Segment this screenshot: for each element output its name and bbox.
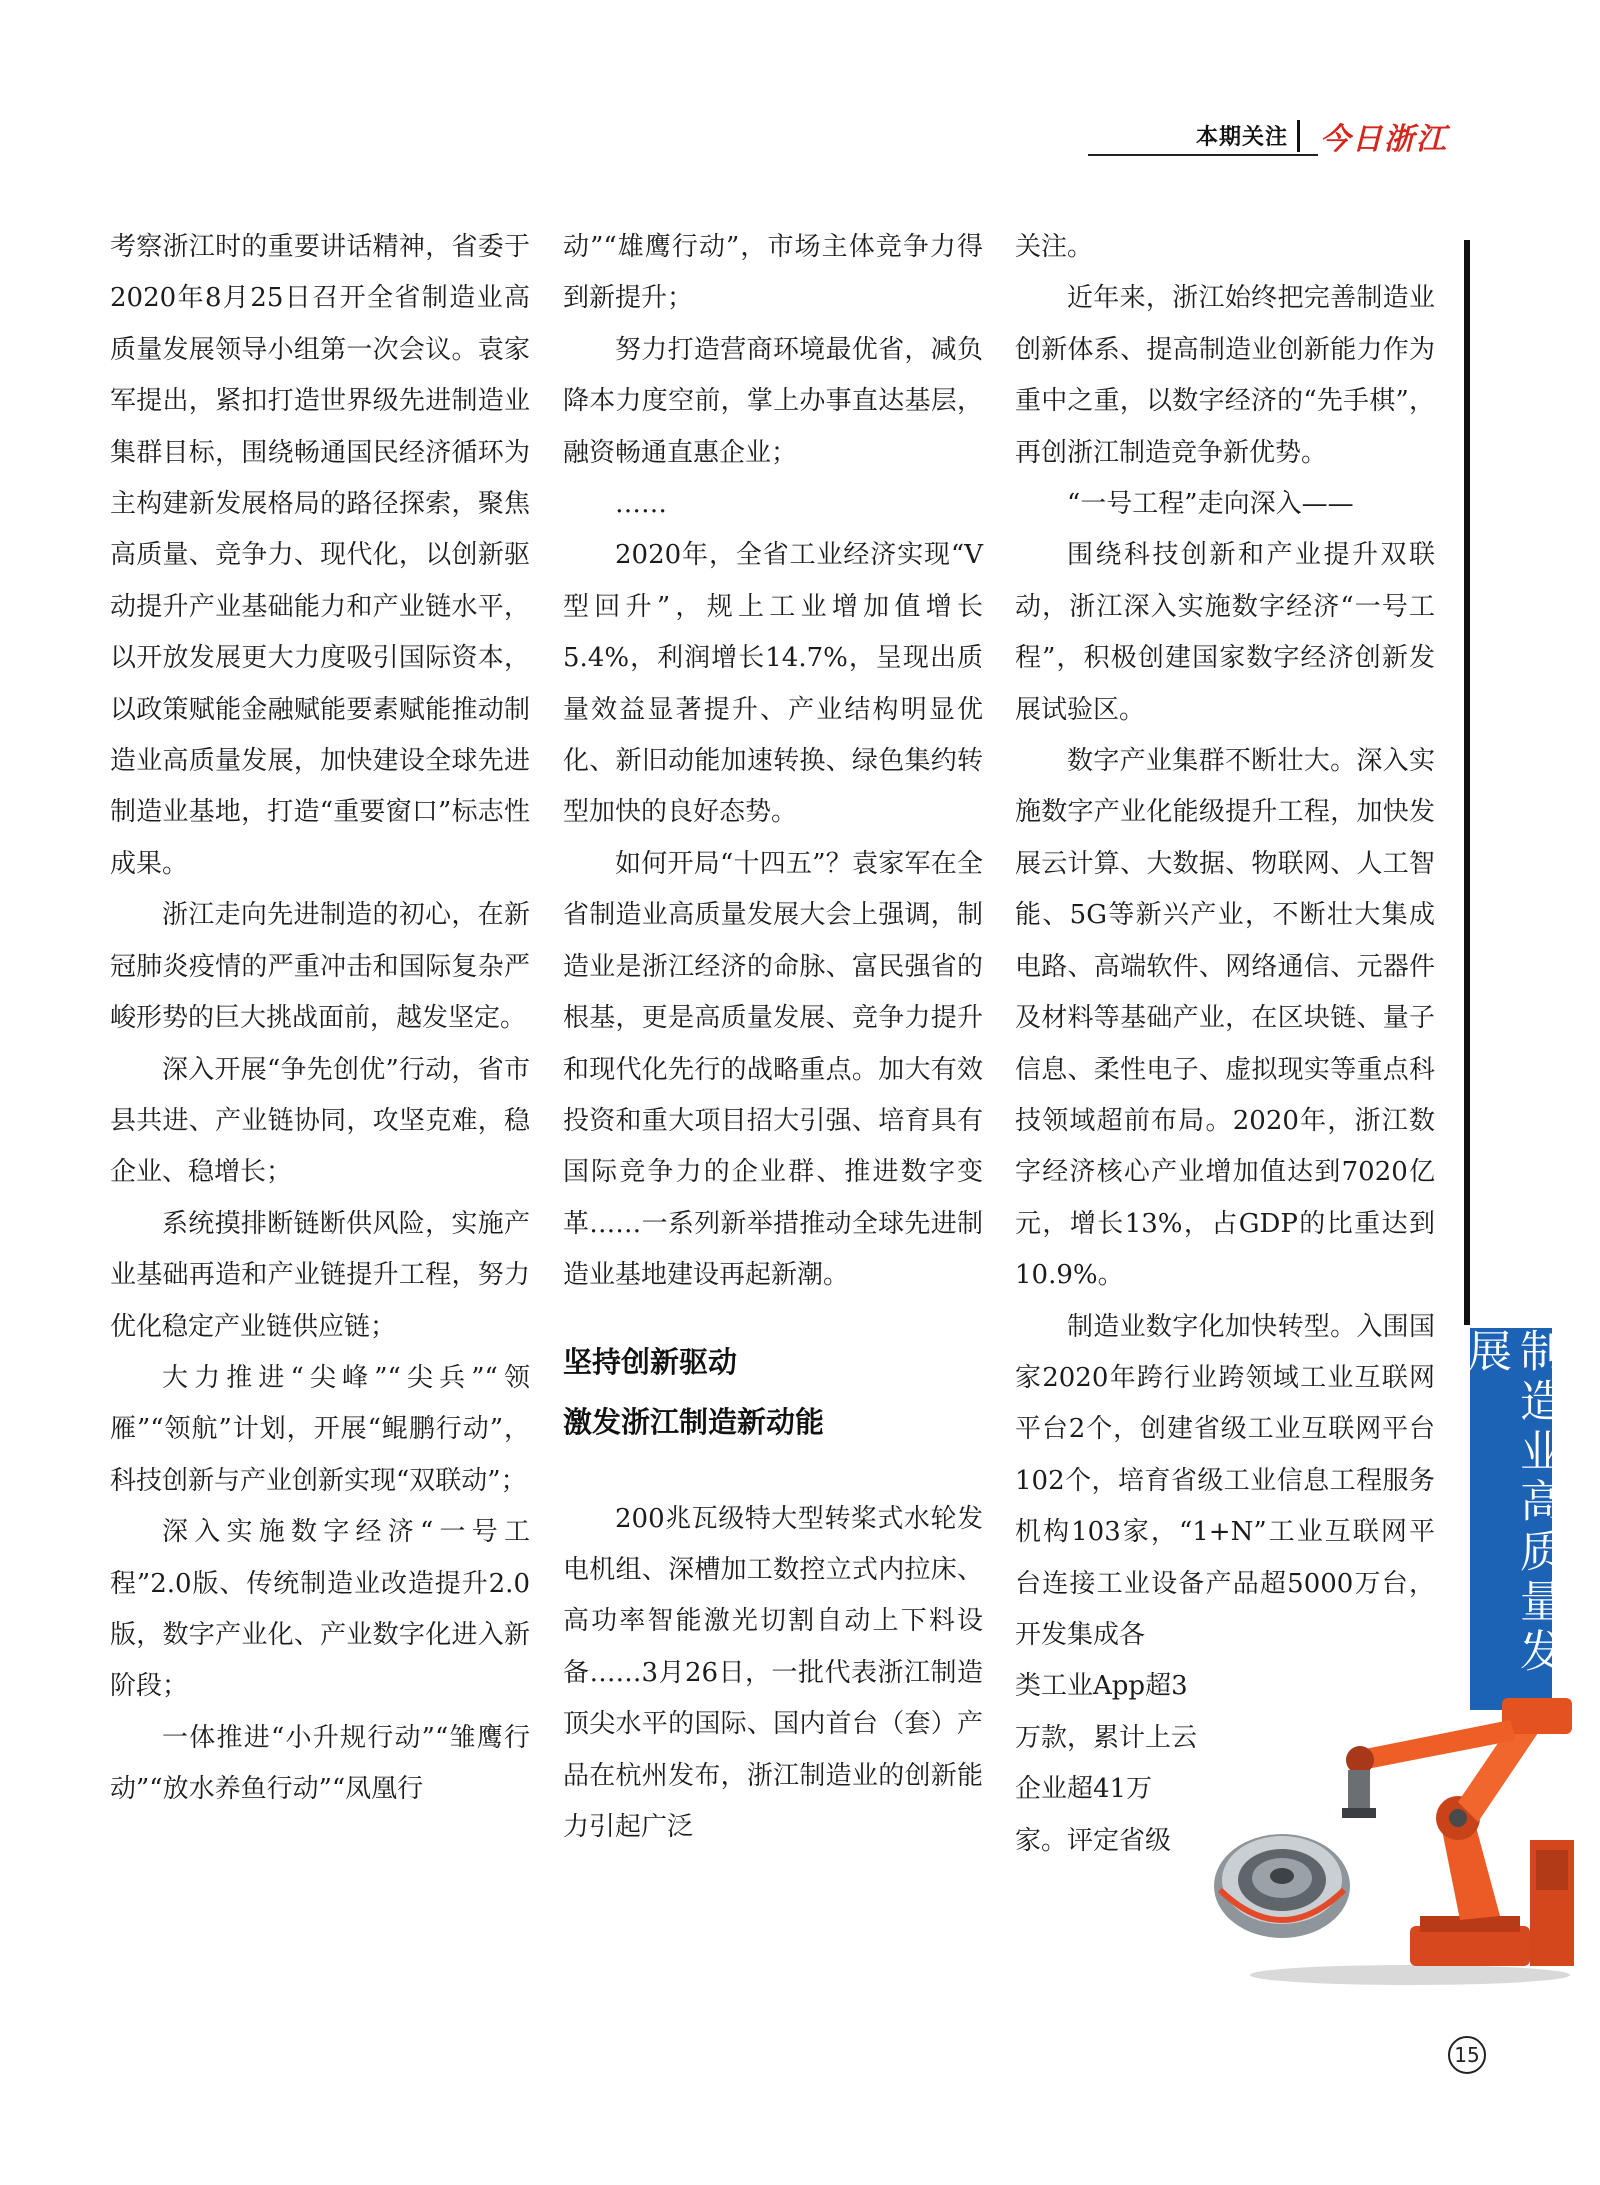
paragraph: 深入实施数字经济“一号工程”2.0版、传统制造业改造提升2.0版，数字产业化、产业数字化进入新阶段； xyxy=(110,1517,530,1702)
paragraph: 关注。 xyxy=(1015,232,1094,262)
paragraph: 一体推进“小升规行动”“雏鹰行动”“放水养鱼行动”“凤凰行 xyxy=(110,1722,530,1805)
paragraph: 如何开局“十四五”？袁家军在全省制造业高质量发展大会上强调，制造业是浙江经济的命脉、富民强省的根基，更是高质量发展、竞争力提升和现代化先行的战略重点。加大有效投资和重大项目招大引强、培育具有国际竞争力的企业群、推进数字变革……一系列新举措推动全球先进制造业基地建设再起新潮。 xyxy=(563,848,983,1291)
paragraph: 动”“雄鹰行动”，市场主体竞争力得到新提升； xyxy=(563,232,983,314)
header-rule xyxy=(1088,154,1318,156)
paragraph: 数字产业集群不断壮大。深入实施数字产业化能级提升工程，加快发展云计算、大数据、物联网、人工智能、5G等新兴产业，不断壮大集成电路、高端软件、网络通信、元器件及材料等基础产业，在区块链、量子信息、柔性电子、虚拟现实等重点科技领域超前布局。2020年，浙江数字经济核心产业增加值达到7020亿元，增长13%，占GDP的比重达到10.9%。 xyxy=(1015,746,1435,1291)
paragraph: 大力推进“尖峰”“尖兵”“领雁”“领航”计划，开展“鲲鹏行动”，科技创新与产业创新实现“双联动”； xyxy=(110,1362,530,1496)
section-heading-line-2: 激发浙江制造新动能 xyxy=(563,1404,825,1439)
paragraph: 制造业数字化加快转型。入围国家2020年跨行业跨领域工业互联网平台2个，创建省级工业互联网平台102个，培育省级工业信息工程服务机构103家，“1+N”工业互联网平台连接工业设备产品超5000万台，开发集成各 xyxy=(1015,1311,1435,1650)
article-column-1 xyxy=(110,222,530,1816)
page-header xyxy=(1088,118,1448,158)
sidebar-rule xyxy=(1464,240,1470,1325)
text-line: 万款，累计上云 xyxy=(1015,1722,1198,1753)
paragraph: 系统摸排断链断供风险，实施产业基础再造和产业链提升工程，努力优化稳定产业链供应链； xyxy=(110,1208,530,1342)
paragraph: …… xyxy=(615,489,667,520)
text-line: 企业超41万 xyxy=(1015,1774,1153,1805)
industrial-robot-image xyxy=(1210,1690,1580,1990)
topic-tab-label: 制造业高质量发展 xyxy=(1460,1328,1563,1678)
paragraph: 围绕科技创新和产业提升双联动，浙江深入实施数字经济“一号工程”，积极创建国家数字经济创新发展试验区。 xyxy=(1015,540,1435,725)
text-line: 家。评定省级 xyxy=(1015,1825,1172,1856)
paragraph: 深入开展“争先创优”行动，省市县共进、产业链协同，攻坚克难，稳企业、稳增长； xyxy=(110,1054,530,1188)
paragraph: 浙江走向先进制造的初心，在新冠肺炎疫情的严重冲击和国际复杂严峻形势的巨大挑战面前，越发坚定。 xyxy=(110,900,530,1034)
paragraph: 考察浙江时的重要讲话精神，省委于2020年8月25日召开全省制造业高质量发展领导小组第一次会议。袁家军提出，紧扣打造世界级先进制造业集群目标，围绕畅通国民经济循环为主构建新发展格局的路径探索，聚焦高质量、竞争力、现代化，以创新驱动提升产业基础能力和产业链水平，以开放发展更大力度吸引国际资本，以政策赋能金融赋能要素赋能推动制造业高质量发展，加快建设全球先进制造业基地，打造“重要窗口”标志性成果。 xyxy=(110,232,530,879)
text-line: 类工业App超3 xyxy=(1015,1671,1188,1702)
wrapped-text xyxy=(1015,1661,1200,1867)
paragraph: 200兆瓦级特大型转桨式水轮发电机组、深槽加工数控立式内拉床、高功率智能激光切割自动上下料设备……3月26日，一批代表浙江制造顶尖水平的国际、国内首台（套）产品在杭州发布，浙江制造业的创新能力引起广泛 xyxy=(563,1503,983,1842)
section-label: 本期关注 xyxy=(1195,125,1288,150)
header-divider xyxy=(1297,120,1300,152)
section-heading-line-1: 坚持创新驱动 xyxy=(563,1344,738,1379)
article-column-3 xyxy=(1015,222,1435,1867)
paragraph: 2020年，全省工业经济实现“V型回升”，规上工业增加值增长5.4%，利润增长14.7%，呈现出质量效益显著提升、产业结构明显优化、新旧动能加速转换、绿色集约转型加快的良好态势。 xyxy=(563,540,983,828)
subheading: “一号工程”走向深入—— xyxy=(1067,489,1354,520)
page-number: 15 xyxy=(1448,2036,1486,2074)
paragraph: 近年来，浙江始终把完善制造业创新体系、提高制造业创新能力作为重中之重，以数字经济的“先手棋”，再创浙江制造竞争新优势。 xyxy=(1015,283,1435,468)
cable-spool-icon xyxy=(1214,1834,1350,1938)
paragraph: 努力打造营商环境最优省，减负降本力度空前，掌上办事直达基层，融资畅通直惠企业； xyxy=(563,334,983,468)
magazine-logo: 今日浙江 xyxy=(1320,122,1448,157)
article-column-2 xyxy=(563,222,983,1853)
section-heading xyxy=(563,1332,983,1452)
topic-tab xyxy=(1460,1328,1563,1710)
